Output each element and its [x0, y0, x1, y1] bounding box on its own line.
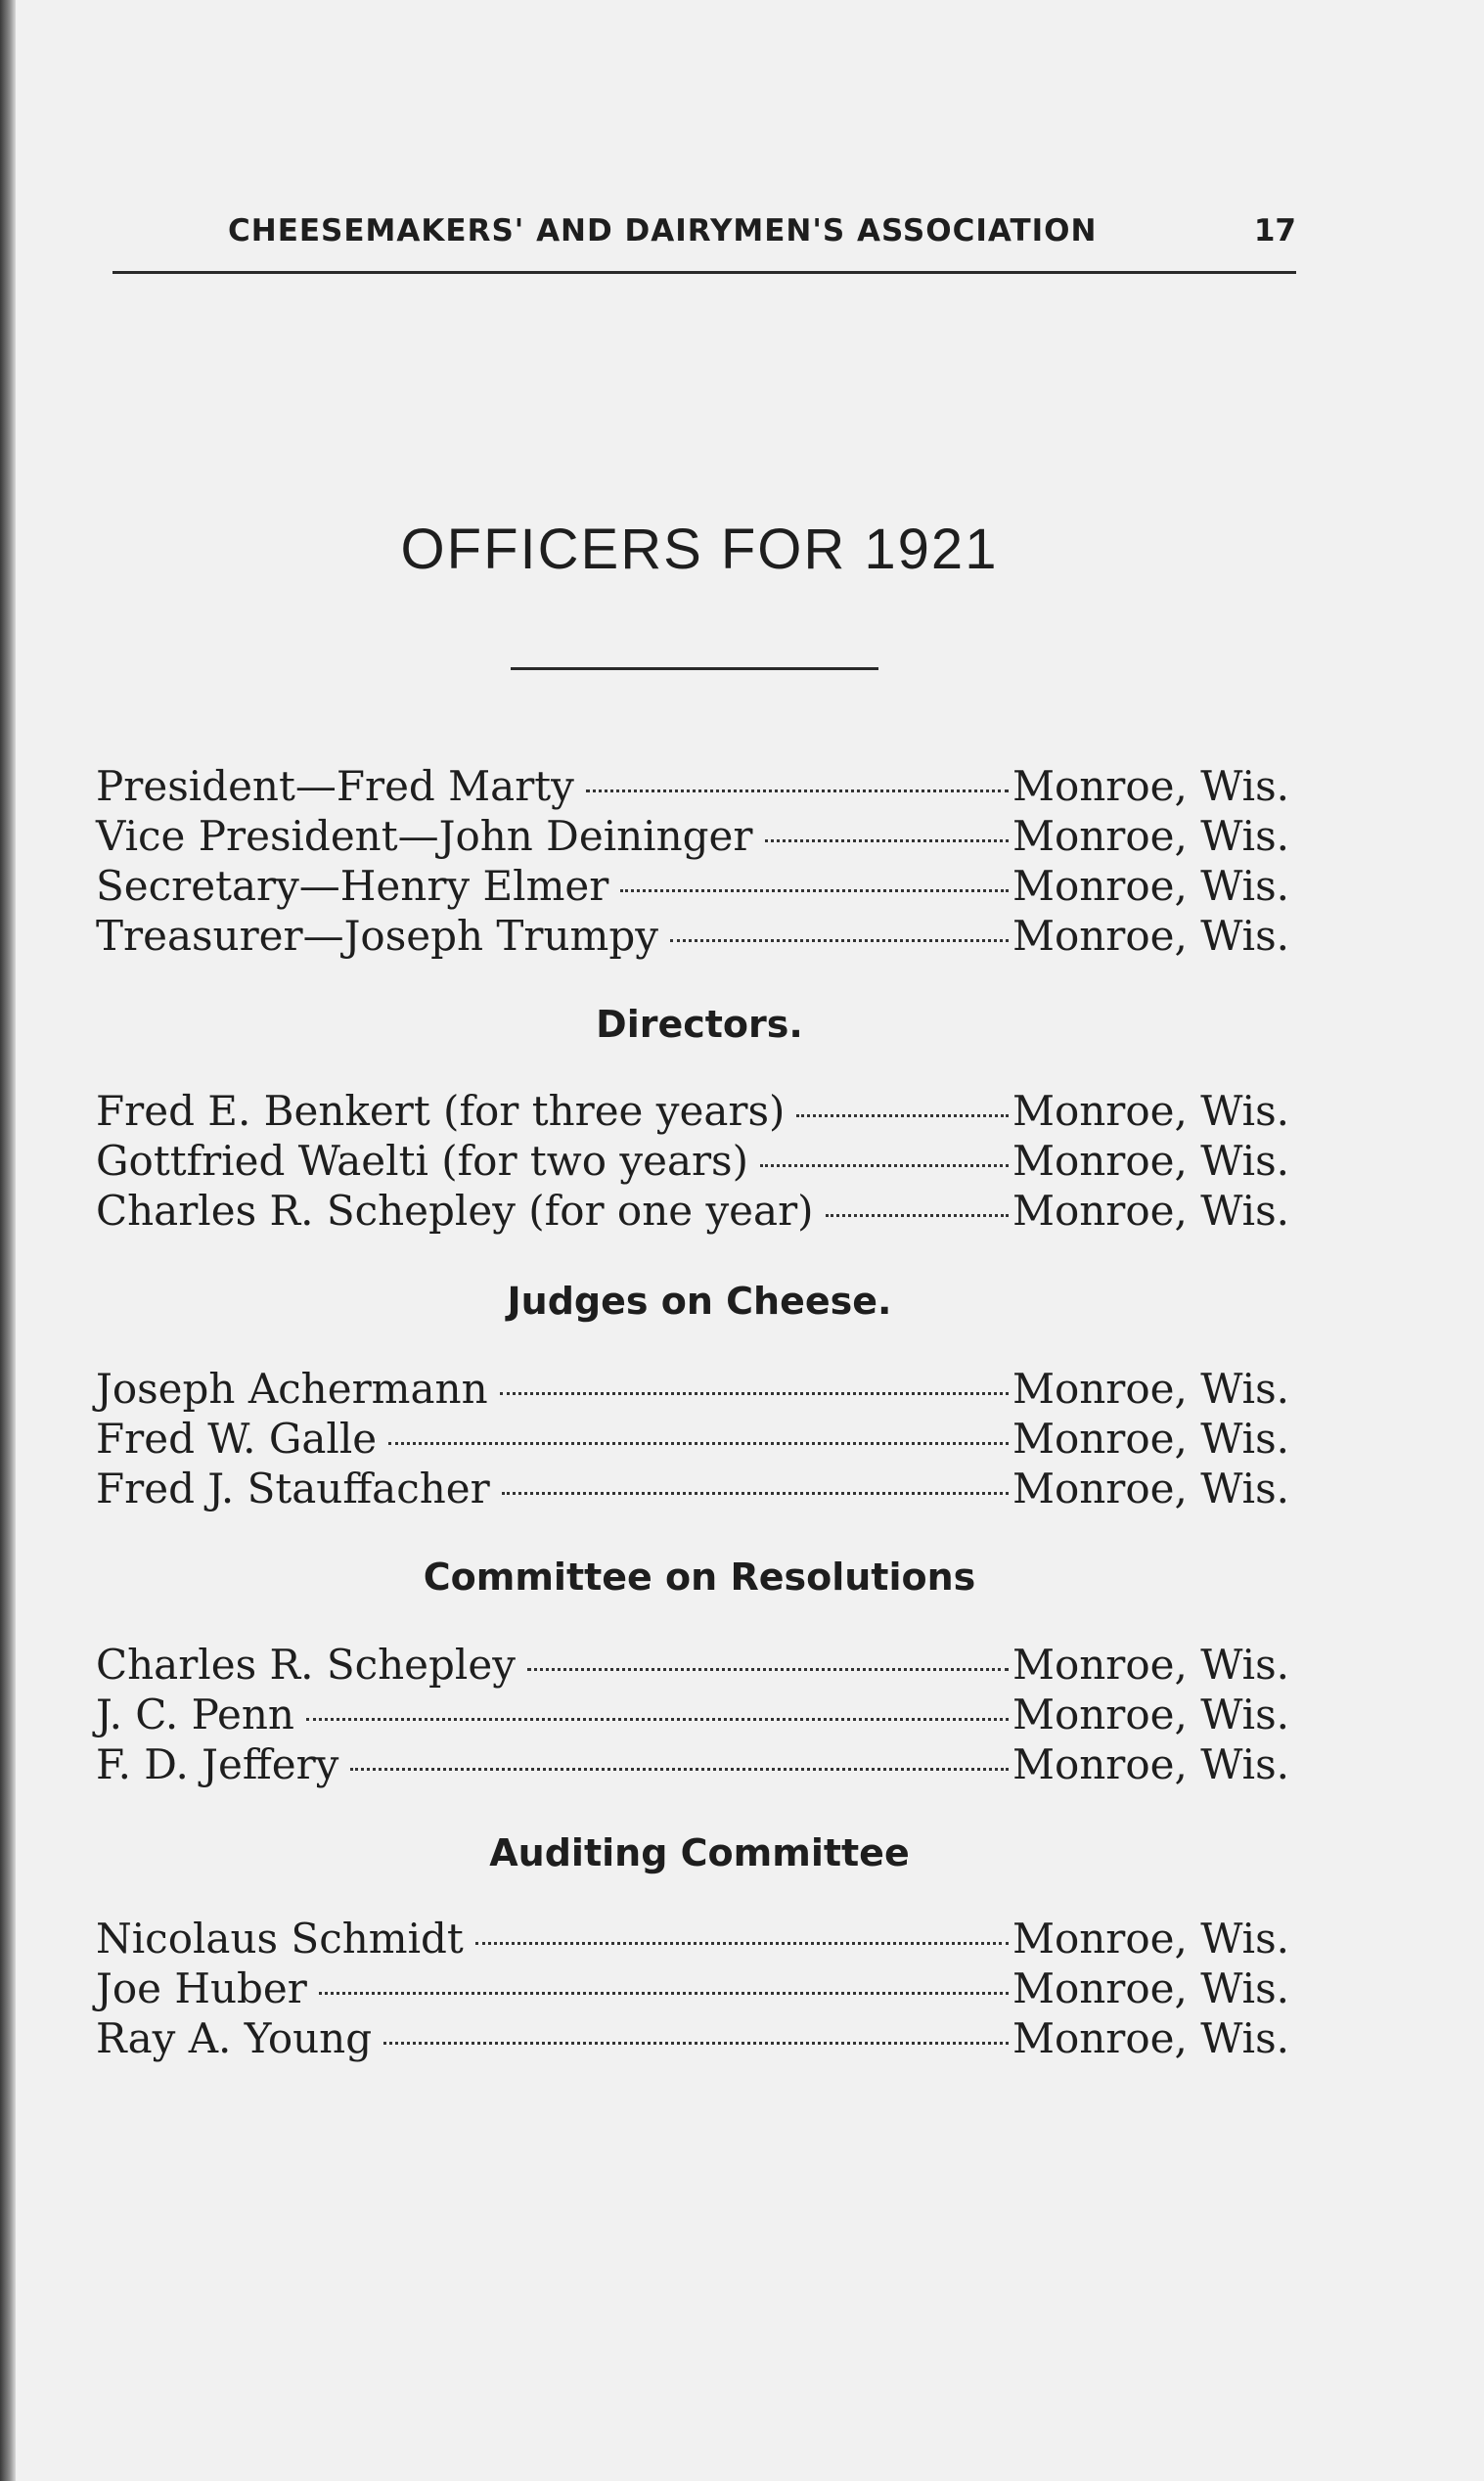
entry-place: Monroe, Wis. [1012, 1415, 1289, 1463]
list-item [96, 1414, 1289, 1464]
dot-leader [765, 839, 1009, 842]
entry-name: Joseph Achermann [96, 1365, 488, 1413]
list-item [96, 1914, 1289, 1963]
list-item [96, 1464, 1289, 1513]
book-spine-edge [0, 0, 16, 2481]
running-header-title: CHEESEMAKERS' AND DAIRYMEN'S ASSOCIATION [228, 213, 1098, 248]
running-header [112, 213, 1296, 262]
dot-leader [475, 1942, 1009, 1945]
entry-place: Monroe, Wis. [1012, 2014, 1289, 2062]
entry-name: Ray A. Young [96, 2014, 373, 2062]
entry-name: Treasurer—Joseph Trumpy [96, 912, 658, 960]
entry-place: Monroe, Wis. [1012, 762, 1289, 810]
entry-place: Monroe, Wis. [1012, 1187, 1289, 1235]
entry-place: Monroe, Wis. [1012, 1740, 1289, 1788]
section-heading-judges: Judges on Cheese. [507, 1280, 892, 1323]
entry-name: F. D. Jeffery [96, 1740, 339, 1788]
entry-place: Monroe, Wis. [1012, 1915, 1289, 1962]
entry-name: Nicolaus Schmidt [96, 1915, 464, 1962]
list-item [96, 761, 1289, 811]
entry-place: Monroe, Wis. [1012, 1087, 1289, 1135]
dot-leader [306, 1718, 1009, 1721]
entry-name: Charles R. Schepley [96, 1641, 516, 1689]
list-item [96, 811, 1289, 861]
entry-name: Joe Huber [96, 1964, 307, 2012]
list-item [96, 2013, 1289, 2063]
dot-leader [350, 1768, 1009, 1771]
list-item [96, 1136, 1289, 1186]
header-rule [112, 271, 1296, 274]
entry-name: Fred W. Galle [96, 1415, 378, 1463]
entry-name: Charles R. Schepley (for one year) [96, 1187, 814, 1235]
list-item [96, 1690, 1289, 1739]
entry-place: Monroe, Wis. [1012, 1137, 1289, 1185]
entry-place: Monroe, Wis. [1012, 1365, 1289, 1413]
title-rule [511, 667, 878, 670]
list-item [96, 1640, 1289, 1690]
list-item [96, 861, 1289, 911]
dot-leader [383, 2042, 1009, 2045]
entry-name: Fred J. Stauffacher [96, 1465, 490, 1512]
section-heading-resolutions: Committee on Resolutions [423, 1556, 976, 1599]
entry-name: Gottfried Waelti (for two years) [96, 1137, 748, 1185]
entry-place: Monroe, Wis. [1012, 912, 1289, 960]
list-item [96, 1739, 1289, 1789]
section-heading-directors: Directors. [596, 1003, 803, 1046]
dot-leader [586, 789, 1009, 792]
entry-place: Monroe, Wis. [1012, 1641, 1289, 1689]
dot-leader [527, 1668, 1009, 1671]
dot-leader [760, 1164, 1009, 1167]
dot-leader [388, 1442, 1009, 1445]
list-item [96, 1963, 1289, 2013]
dot-leader [500, 1392, 1009, 1395]
entry-name: Vice President—John Deininger [96, 812, 753, 860]
page-number: 17 [1253, 213, 1296, 248]
entry-name: President—Fred Marty [96, 762, 574, 810]
officers-list [96, 761, 1289, 961]
entry-place: Monroe, Wis. [1012, 1465, 1289, 1512]
entry-name: Fred E. Benkert (for three years) [96, 1087, 786, 1135]
entry-place: Monroe, Wis. [1012, 862, 1289, 910]
list-item [96, 1086, 1289, 1136]
dot-leader [796, 1114, 1009, 1117]
page-title: OFFICERS FOR 1921 [400, 518, 999, 581]
list-item [96, 1186, 1289, 1236]
entry-place: Monroe, Wis. [1012, 1691, 1289, 1738]
entry-place: Monroe, Wis. [1012, 1964, 1289, 2012]
auditing-list [96, 1914, 1289, 2063]
entry-name: J. C. Penn [96, 1691, 294, 1738]
list-item [96, 1364, 1289, 1414]
dot-leader [502, 1492, 1009, 1495]
entry-place: Monroe, Wis. [1012, 812, 1289, 860]
dot-leader [319, 1992, 1009, 1995]
section-heading-auditing: Auditing Committee [489, 1831, 910, 1874]
dot-leader [620, 889, 1009, 892]
judges-list [96, 1364, 1289, 1513]
entry-name: Secretary—Henry Elmer [96, 862, 609, 910]
list-item [96, 911, 1289, 961]
dot-leader [826, 1214, 1009, 1217]
dot-leader [670, 939, 1009, 942]
resolutions-list [96, 1640, 1289, 1789]
directors-list [96, 1086, 1289, 1236]
